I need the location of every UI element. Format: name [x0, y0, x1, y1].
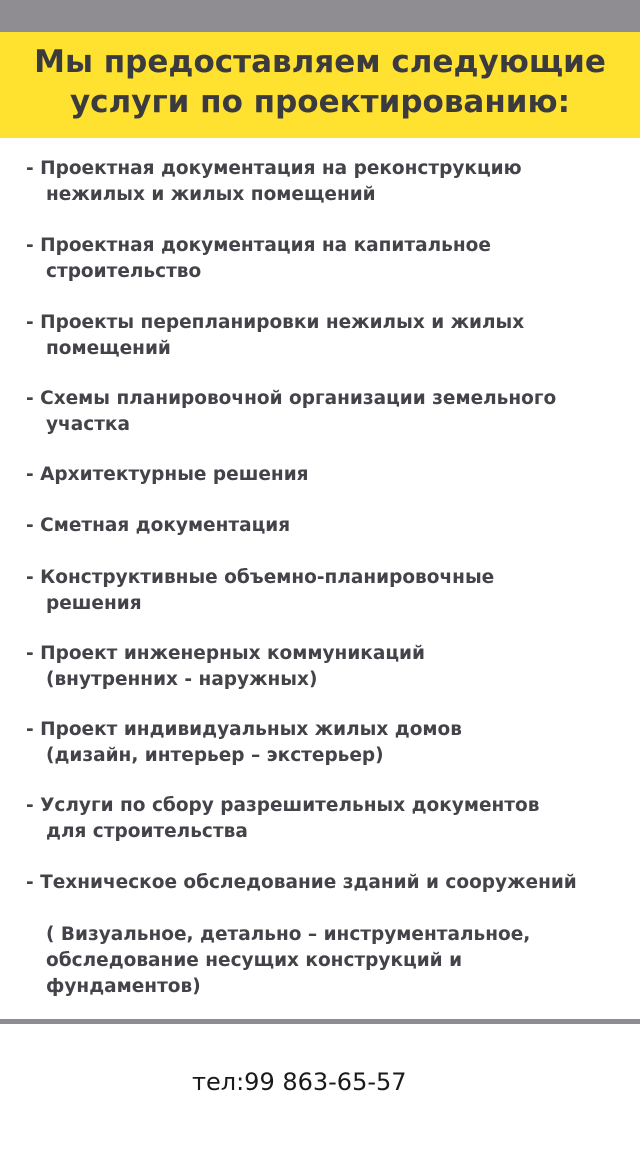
service-line: - Техническое обследование зданий и сооружений — [26, 872, 577, 893]
service-line: - Проекты перепланировки нежилых и жилых — [26, 312, 525, 333]
phone-number: тел:99 863-65-57 — [192, 1068, 407, 1096]
service-line: - Услуги по сбору разрешительных документов — [26, 795, 540, 816]
divider — [0, 1019, 640, 1024]
list-item — [26, 310, 626, 362]
list-item — [26, 156, 626, 208]
service-line: - Проект индивидуальных жилых домов — [26, 719, 462, 740]
list-item — [26, 462, 626, 488]
service-line: - Проект инженерных коммуникаций — [26, 643, 425, 664]
inspection-note-line-3: фундаментов) — [46, 976, 201, 997]
service-line: - Проектная документация на капитальное — [26, 235, 491, 256]
service-line-continued: для строительства — [46, 821, 248, 842]
list-item — [26, 513, 626, 539]
service-line-continued: (внутренних - наружных) — [46, 669, 318, 690]
list-item — [26, 870, 626, 896]
list-item — [26, 565, 626, 617]
list-item — [26, 717, 626, 769]
service-line-continued: помещений — [46, 338, 171, 359]
title-line-2: услуги по проектированию: — [69, 84, 571, 120]
service-line-continued: участка — [46, 414, 130, 435]
page-title — [0, 42, 640, 122]
title-line-1: Мы предоставляем следующие — [34, 44, 606, 80]
service-line-continued: нежилых и жилых помещений — [46, 184, 376, 205]
service-line: - Сметная документация — [26, 515, 291, 536]
service-line-continued: решения — [46, 593, 142, 614]
service-line: - Архитектурные решения — [26, 464, 309, 485]
inspection-note-line-1: ( Визуальное, детально – инструментальное, — [46, 924, 531, 945]
service-line-continued: (дизайн, интерьер – экстерьер) — [46, 745, 384, 766]
inspection-note — [26, 922, 626, 1000]
top-bar — [0, 0, 640, 32]
list-item — [26, 793, 626, 845]
service-line: - Проектная документация на реконструкцию — [26, 158, 522, 179]
inspection-note-line-2: обследование несущих конструкций и — [46, 950, 463, 971]
service-line: - Конструктивные объемно-планировочные — [26, 567, 495, 588]
service-line-continued: строительство — [46, 261, 202, 282]
header-banner — [0, 32, 640, 138]
service-line: - Схемы планировочной организации земельного — [26, 388, 557, 409]
list-item — [26, 641, 626, 693]
list-item — [26, 233, 626, 285]
list-item — [26, 386, 626, 438]
